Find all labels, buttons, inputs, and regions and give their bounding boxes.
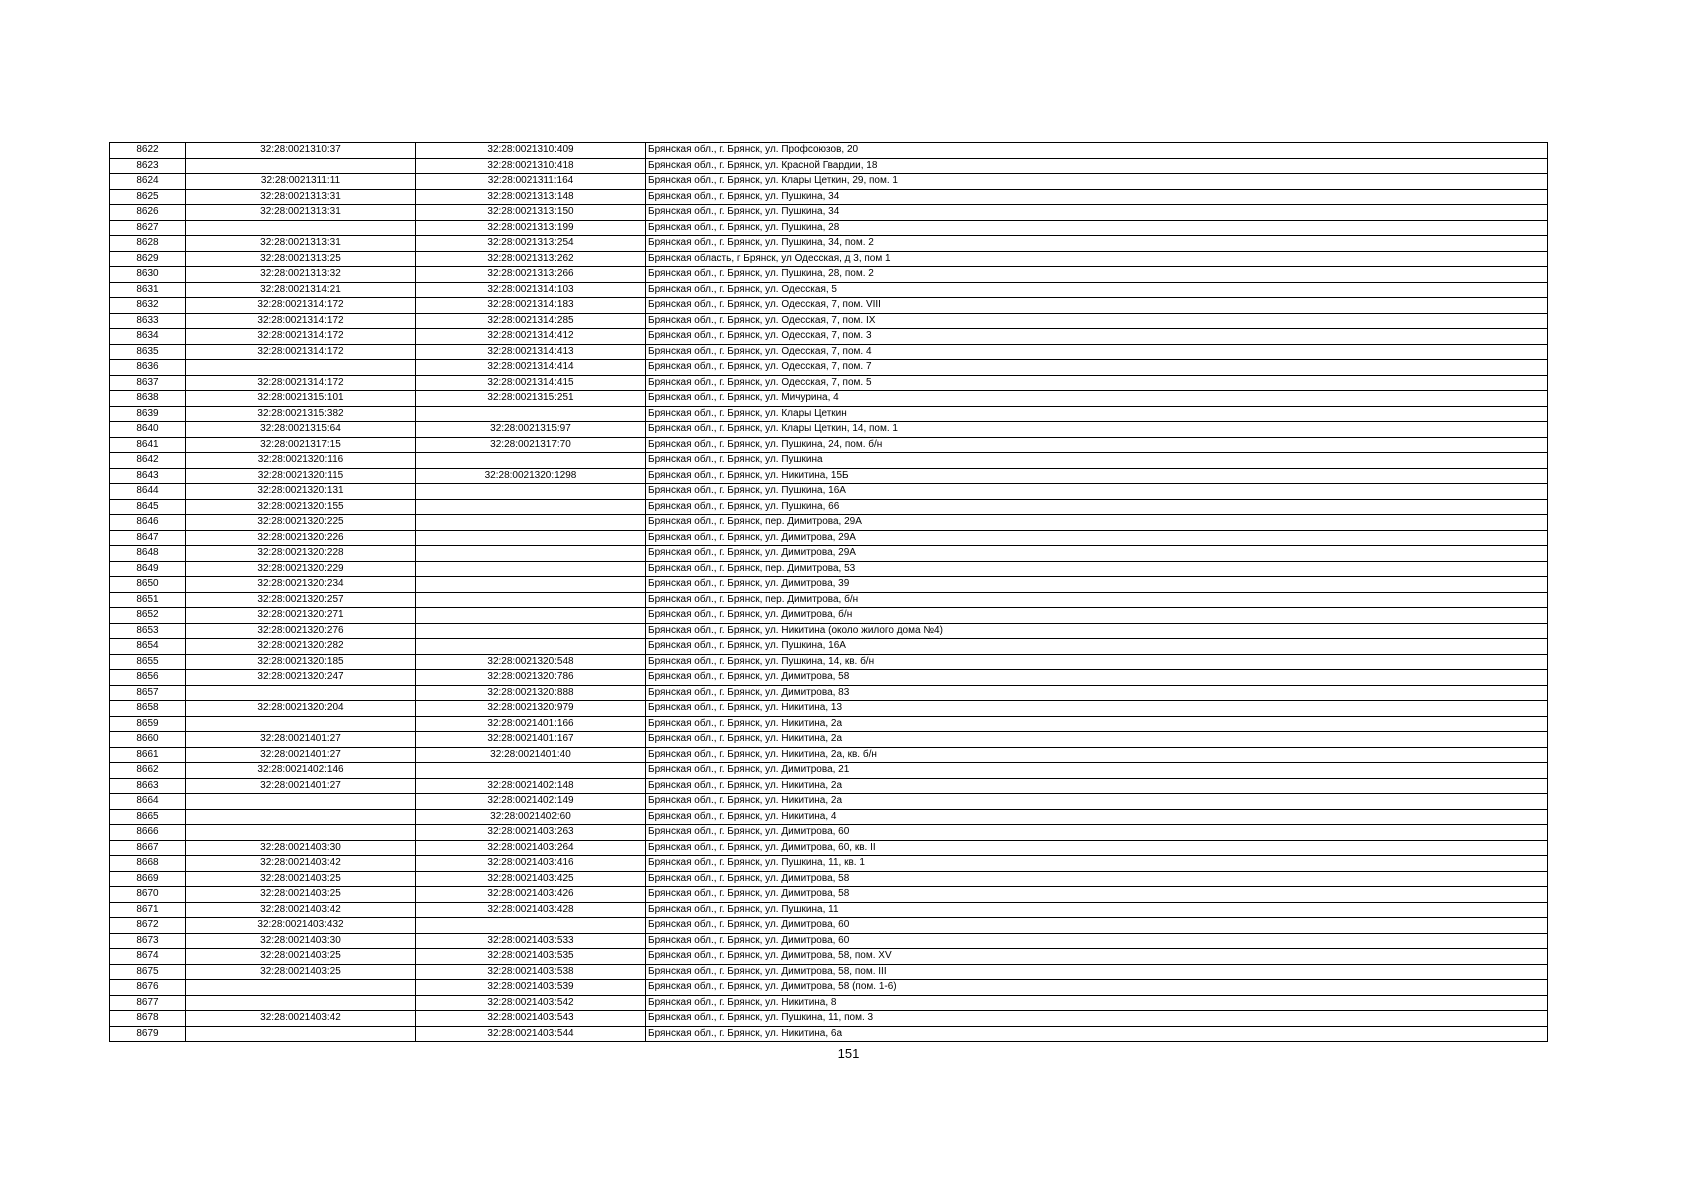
object-cadastral-number-cell: 32:28:0021314:414 (416, 360, 646, 376)
address-cell: Брянская обл., г. Брянск, ул. Пушкина, 11, пом. 3 (646, 1011, 1548, 1027)
row-number-cell: 8622 (110, 143, 186, 159)
object-cadastral-number-cell: 32:28:0021314:413 (416, 344, 646, 360)
registry-table (109, 142, 1548, 1042)
row-number-cell: 8649 (110, 561, 186, 577)
address-cell: Брянская обл., г. Брянск, ул. Димитрова, 60 (646, 918, 1548, 934)
row-number-cell: 8641 (110, 437, 186, 453)
land-cadastral-number-cell: 32:28:0021320:257 (186, 592, 416, 608)
address-cell: Брянская обл., г. Брянск, ул. Никитина, 13 (646, 701, 1548, 717)
address-cell: Брянская обл., г. Брянск, ул. Никитина, 6а (646, 1026, 1548, 1042)
land-cadastral-number-cell (186, 685, 416, 701)
address-cell: Брянская обл., г. Брянск, ул. Никитина, 2а (646, 716, 1548, 732)
land-cadastral-number-cell: 32:28:0021403:25 (186, 887, 416, 903)
object-cadastral-number-cell (416, 530, 646, 546)
row-number-cell: 8633 (110, 313, 186, 329)
land-cadastral-number-cell: 32:28:0021314:172 (186, 298, 416, 314)
table-body (110, 143, 1548, 1042)
row-number-cell: 8643 (110, 468, 186, 484)
object-cadastral-number-cell: 32:28:0021403:416 (416, 856, 646, 872)
address-cell: Брянская обл., г. Брянск, ул. Димитрова, 29А (646, 530, 1548, 546)
land-cadastral-number-cell: 32:28:0021320:228 (186, 546, 416, 562)
address-cell: Брянская обл., г. Брянск, ул. Димитрова, 29А (646, 546, 1548, 562)
row-number-cell: 8665 (110, 809, 186, 825)
object-cadastral-number-cell: 32:28:0021403:539 (416, 980, 646, 996)
row-number-cell: 8655 (110, 654, 186, 670)
land-cadastral-number-cell: 32:28:0021320:271 (186, 608, 416, 624)
object-cadastral-number-cell: 32:28:0021403:533 (416, 933, 646, 949)
object-cadastral-number-cell: 32:28:0021313:150 (416, 205, 646, 221)
table-row (110, 174, 1548, 190)
row-number-cell: 8661 (110, 747, 186, 763)
address-cell: Брянская обл., г. Брянск, ул. Пушкина, 28, пом. 2 (646, 267, 1548, 283)
table-row (110, 809, 1548, 825)
row-number-cell: 8636 (110, 360, 186, 376)
row-number-cell: 8658 (110, 701, 186, 717)
row-number-cell: 8672 (110, 918, 186, 934)
row-number-cell: 8679 (110, 1026, 186, 1042)
address-cell: Брянская обл., г. Брянск, ул. Одесская, 5 (646, 282, 1548, 298)
land-cadastral-number-cell: 32:28:0021403:30 (186, 840, 416, 856)
table-row (110, 825, 1548, 841)
table-row (110, 360, 1548, 376)
object-cadastral-number-cell: 32:28:0021403:263 (416, 825, 646, 841)
land-cadastral-number-cell: 32:28:0021403:42 (186, 902, 416, 918)
land-cadastral-number-cell (186, 360, 416, 376)
table-row (110, 794, 1548, 810)
row-number-cell: 8624 (110, 174, 186, 190)
object-cadastral-number-cell: 32:28:0021314:415 (416, 375, 646, 391)
table-row (110, 468, 1548, 484)
land-cadastral-number-cell: 32:28:0021314:172 (186, 313, 416, 329)
address-cell: Брянская обл., г. Брянск, ул. Клары Цеткин, 29, пом. 1 (646, 174, 1548, 190)
row-number-cell: 8623 (110, 158, 186, 174)
land-cadastral-number-cell: 32:28:0021320:225 (186, 515, 416, 531)
land-cadastral-number-cell: 32:28:0021314:172 (186, 344, 416, 360)
object-cadastral-number-cell (416, 484, 646, 500)
table-row (110, 406, 1548, 422)
land-cadastral-number-cell: 32:28:0021313:25 (186, 251, 416, 267)
table-row (110, 577, 1548, 593)
address-cell: Брянская обл., г. Брянск, ул. Димитрова, 58 (пом. 1-6) (646, 980, 1548, 996)
land-cadastral-number-cell: 32:28:0021313:31 (186, 236, 416, 252)
object-cadastral-number-cell: 32:28:0021314:103 (416, 282, 646, 298)
table-row (110, 546, 1548, 562)
row-number-cell: 8671 (110, 902, 186, 918)
table-row (110, 530, 1548, 546)
address-cell: Брянская обл., г. Брянск, ул. Пушкина, 24, пом. б/н (646, 437, 1548, 453)
table-row (110, 375, 1548, 391)
land-cadastral-number-cell: 32:28:0021315:64 (186, 422, 416, 438)
object-cadastral-number-cell: 32:28:0021314:183 (416, 298, 646, 314)
row-number-cell: 8632 (110, 298, 186, 314)
row-number-cell: 8667 (110, 840, 186, 856)
land-cadastral-number-cell: 32:28:0021403:25 (186, 964, 416, 980)
land-cadastral-number-cell: 32:28:0021313:31 (186, 189, 416, 205)
row-number-cell: 8668 (110, 856, 186, 872)
row-number-cell: 8651 (110, 592, 186, 608)
object-cadastral-number-cell: 32:28:0021403:264 (416, 840, 646, 856)
land-cadastral-number-cell: 32:28:0021315:101 (186, 391, 416, 407)
table-row (110, 654, 1548, 670)
land-cadastral-number-cell: 32:28:0021313:32 (186, 267, 416, 283)
table-row (110, 422, 1548, 438)
table-row (110, 1011, 1548, 1027)
row-number-cell: 8666 (110, 825, 186, 841)
address-cell: Брянская обл., г. Брянск, ул. Димитрова, 39 (646, 577, 1548, 593)
table-row (110, 732, 1548, 748)
row-number-cell: 8669 (110, 871, 186, 887)
object-cadastral-number-cell: 32:28:0021403:538 (416, 964, 646, 980)
land-cadastral-number-cell (186, 980, 416, 996)
row-number-cell: 8637 (110, 375, 186, 391)
row-number-cell: 8646 (110, 515, 186, 531)
object-cadastral-number-cell: 32:28:0021402:60 (416, 809, 646, 825)
table-row (110, 716, 1548, 732)
land-cadastral-number-cell (186, 716, 416, 732)
table-row (110, 267, 1548, 283)
object-cadastral-number-cell (416, 918, 646, 934)
table-row (110, 1026, 1548, 1042)
address-cell: Брянская обл., г. Брянск, ул. Пушкина, 34 (646, 189, 1548, 205)
object-cadastral-number-cell: 32:28:0021313:254 (416, 236, 646, 252)
address-cell: Брянская обл., г. Брянск, ул. Одесская, 7, пом. 5 (646, 375, 1548, 391)
address-cell: Брянская обл., г. Брянск, ул. Никитина, 4 (646, 809, 1548, 825)
row-number-cell: 8678 (110, 1011, 186, 1027)
table-row (110, 701, 1548, 717)
table-row (110, 980, 1548, 996)
address-cell: Брянская обл., г. Брянск, ул. Никитина, 2а (646, 778, 1548, 794)
address-cell: Брянская обл., г. Брянск, ул. Димитрова, 83 (646, 685, 1548, 701)
address-cell: Брянская обл., г. Брянск, ул. Одесская, 7, пом. 4 (646, 344, 1548, 360)
address-cell: Брянская обл., г. Брянск, ул. Димитрова, 58, пом. XV (646, 949, 1548, 965)
object-cadastral-number-cell: 32:28:0021311:164 (416, 174, 646, 190)
address-cell: Брянская обл., г. Брянск, ул. Одесская, 7, пом. VIII (646, 298, 1548, 314)
row-number-cell: 8670 (110, 887, 186, 903)
table-row (110, 623, 1548, 639)
address-cell: Брянская обл., г. Брянск, ул. Пушкина (646, 453, 1548, 469)
row-number-cell: 8676 (110, 980, 186, 996)
address-cell: Брянская обл., г. Брянск, ул. Одесская, 7, пом. IX (646, 313, 1548, 329)
object-cadastral-number-cell: 32:28:0021320:1298 (416, 468, 646, 484)
table-row (110, 747, 1548, 763)
row-number-cell: 8630 (110, 267, 186, 283)
table-row (110, 236, 1548, 252)
address-cell: Брянская обл., г. Брянск, ул. Клары Цеткин, 14, пом. 1 (646, 422, 1548, 438)
address-cell: Брянская обл., г. Брянск, пер. Димитрова, 53 (646, 561, 1548, 577)
table-row (110, 763, 1548, 779)
table-row (110, 949, 1548, 965)
land-cadastral-number-cell: 32:28:0021403:25 (186, 949, 416, 965)
address-cell: Брянская обл., г. Брянск, ул. Димитрова, 58, пом. III (646, 964, 1548, 980)
object-cadastral-number-cell: 32:28:0021320:548 (416, 654, 646, 670)
land-cadastral-number-cell: 32:28:0021403:42 (186, 856, 416, 872)
object-cadastral-number-cell: 32:28:0021313:148 (416, 189, 646, 205)
row-number-cell: 8675 (110, 964, 186, 980)
row-number-cell: 8644 (110, 484, 186, 500)
table-row (110, 840, 1548, 856)
table-row (110, 205, 1548, 221)
object-cadastral-number-cell (416, 499, 646, 515)
table-row (110, 220, 1548, 236)
object-cadastral-number-cell: 32:28:0021320:888 (416, 685, 646, 701)
table-row (110, 670, 1548, 686)
object-cadastral-number-cell: 32:28:0021313:262 (416, 251, 646, 267)
row-number-cell: 8640 (110, 422, 186, 438)
row-number-cell: 8634 (110, 329, 186, 345)
row-number-cell: 8654 (110, 639, 186, 655)
land-cadastral-number-cell: 32:28:0021401:27 (186, 778, 416, 794)
land-cadastral-number-cell (186, 809, 416, 825)
table-row (110, 189, 1548, 205)
address-cell: Брянская обл., г. Брянск, ул. Пушкина, 34 (646, 205, 1548, 221)
object-cadastral-number-cell (416, 577, 646, 593)
land-cadastral-number-cell (186, 158, 416, 174)
address-cell: Брянская обл., г. Брянск, ул. Димитрова, 58 (646, 871, 1548, 887)
table-row (110, 964, 1548, 980)
address-cell: Брянская обл., г. Брянск, ул. Пушкина, 66 (646, 499, 1548, 515)
object-cadastral-number-cell (416, 608, 646, 624)
object-cadastral-number-cell: 32:28:0021315:97 (416, 422, 646, 438)
object-cadastral-number-cell: 32:28:0021310:409 (416, 143, 646, 159)
land-cadastral-number-cell: 32:28:0021314:21 (186, 282, 416, 298)
table-row (110, 778, 1548, 794)
land-cadastral-number-cell: 32:28:0021320:204 (186, 701, 416, 717)
object-cadastral-number-cell: 32:28:0021313:199 (416, 220, 646, 236)
object-cadastral-number-cell: 32:28:0021402:149 (416, 794, 646, 810)
object-cadastral-number-cell: 32:28:0021310:418 (416, 158, 646, 174)
object-cadastral-number-cell (416, 763, 646, 779)
row-number-cell: 8677 (110, 995, 186, 1011)
address-cell: Брянская обл., г. Брянск, пер. Димитрова, 29А (646, 515, 1548, 531)
table-row (110, 329, 1548, 345)
land-cadastral-number-cell (186, 825, 416, 841)
table-row (110, 344, 1548, 360)
land-cadastral-number-cell: 32:28:0021320:116 (186, 453, 416, 469)
address-cell: Брянская обл., г. Брянск, ул. Пушкина, 34, пом. 2 (646, 236, 1548, 252)
row-number-cell: 8635 (110, 344, 186, 360)
land-cadastral-number-cell (186, 1026, 416, 1042)
land-cadastral-number-cell: 32:28:0021403:30 (186, 933, 416, 949)
row-number-cell: 8647 (110, 530, 186, 546)
table-row (110, 561, 1548, 577)
object-cadastral-number-cell (416, 623, 646, 639)
address-cell: Брянская обл., г. Брянск, ул. Пушкина, 11, кв. 1 (646, 856, 1548, 872)
address-cell: Брянская обл., г. Брянск, ул. Никитина, 8 (646, 995, 1548, 1011)
object-cadastral-number-cell: 32:28:0021401:166 (416, 716, 646, 732)
table-row (110, 639, 1548, 655)
address-cell: Брянская обл., г. Брянск, ул. Пушкина, 28 (646, 220, 1548, 236)
table-row (110, 453, 1548, 469)
land-cadastral-number-cell: 32:28:0021403:42 (186, 1011, 416, 1027)
land-cadastral-number-cell: 32:28:0021401:27 (186, 732, 416, 748)
object-cadastral-number-cell: 32:28:0021320:979 (416, 701, 646, 717)
address-cell: Брянская обл., г. Брянск, ул. Димитрова, 60, кв. II (646, 840, 1548, 856)
table-row (110, 918, 1548, 934)
row-number-cell: 8656 (110, 670, 186, 686)
object-cadastral-number-cell: 32:28:0021314:412 (416, 329, 646, 345)
row-number-cell: 8673 (110, 933, 186, 949)
table-row (110, 856, 1548, 872)
object-cadastral-number-cell: 32:28:0021313:266 (416, 267, 646, 283)
table-row (110, 158, 1548, 174)
address-cell: Брянская обл., г. Брянск, ул. Димитрова, б/н (646, 608, 1548, 624)
address-cell: Брянская обл., г. Брянск, ул. Красной Гвардии, 18 (646, 158, 1548, 174)
table-row (110, 887, 1548, 903)
object-cadastral-number-cell: 32:28:0021403:425 (416, 871, 646, 887)
table-row (110, 592, 1548, 608)
row-number-cell: 8650 (110, 577, 186, 593)
land-cadastral-number-cell: 32:28:0021313:31 (186, 205, 416, 221)
object-cadastral-number-cell: 32:28:0021403:426 (416, 887, 646, 903)
table-row (110, 484, 1548, 500)
address-cell: Брянская обл., г. Брянск, ул. Никитина, 2а, кв. б/н (646, 747, 1548, 763)
row-number-cell: 8664 (110, 794, 186, 810)
land-cadastral-number-cell: 32:28:0021402:146 (186, 763, 416, 779)
address-cell: Брянская обл., г. Брянск, ул. Профсоюзов, 20 (646, 143, 1548, 159)
object-cadastral-number-cell: 32:28:0021320:786 (416, 670, 646, 686)
address-cell: Брянская обл., г. Брянск, ул. Клары Цеткин (646, 406, 1548, 422)
address-cell: Брянская обл., г. Брянск, ул. Мичурина, 4 (646, 391, 1548, 407)
table-row (110, 499, 1548, 515)
row-number-cell: 8639 (110, 406, 186, 422)
object-cadastral-number-cell: 32:28:0021403:428 (416, 902, 646, 918)
land-cadastral-number-cell: 32:28:0021320:234 (186, 577, 416, 593)
land-cadastral-number-cell: 32:28:0021320:226 (186, 530, 416, 546)
table-row (110, 437, 1548, 453)
land-cadastral-number-cell (186, 995, 416, 1011)
table-row (110, 933, 1548, 949)
object-cadastral-number-cell (416, 406, 646, 422)
row-number-cell: 8638 (110, 391, 186, 407)
land-cadastral-number-cell: 32:28:0021310:37 (186, 143, 416, 159)
object-cadastral-number-cell (416, 561, 646, 577)
land-cadastral-number-cell: 32:28:0021320:229 (186, 561, 416, 577)
object-cadastral-number-cell: 32:28:0021317:70 (416, 437, 646, 453)
land-cadastral-number-cell: 32:28:0021315:382 (186, 406, 416, 422)
row-number-cell: 8642 (110, 453, 186, 469)
address-cell: Брянская обл., г. Брянск, ул. Никитина, 15Б (646, 468, 1548, 484)
object-cadastral-number-cell: 32:28:0021403:535 (416, 949, 646, 965)
object-cadastral-number-cell: 32:28:0021315:251 (416, 391, 646, 407)
row-number-cell: 8626 (110, 205, 186, 221)
address-cell: Брянская обл., г. Брянск, ул. Одесская, 7, пом. 7 (646, 360, 1548, 376)
object-cadastral-number-cell: 32:28:0021314:285 (416, 313, 646, 329)
object-cadastral-number-cell (416, 453, 646, 469)
land-cadastral-number-cell: 32:28:0021314:172 (186, 375, 416, 391)
land-cadastral-number-cell: 32:28:0021317:15 (186, 437, 416, 453)
page-number: 151 (837, 1046, 860, 1061)
object-cadastral-number-cell (416, 592, 646, 608)
object-cadastral-number-cell (416, 515, 646, 531)
row-number-cell: 8627 (110, 220, 186, 236)
row-number-cell: 8660 (110, 732, 186, 748)
land-cadastral-number-cell: 32:28:0021311:11 (186, 174, 416, 190)
address-cell: Брянская обл., г. Брянск, ул. Пушкина, 16А (646, 484, 1548, 500)
table-row (110, 143, 1548, 159)
land-cadastral-number-cell (186, 794, 416, 810)
table-row (110, 685, 1548, 701)
address-cell: Брянская обл., г. Брянск, ул. Никитина (около жилого дома №4) (646, 623, 1548, 639)
table-row (110, 515, 1548, 531)
row-number-cell: 8662 (110, 763, 186, 779)
address-cell: Брянская обл., г. Брянск, ул. Никитина, 2а (646, 794, 1548, 810)
object-cadastral-number-cell: 32:28:0021403:542 (416, 995, 646, 1011)
address-cell: Брянская обл., г. Брянск, ул. Димитрова, 60 (646, 825, 1548, 841)
address-cell: Брянская обл., г. Брянск, ул. Никитина, 2а (646, 732, 1548, 748)
row-number-cell: 8631 (110, 282, 186, 298)
object-cadastral-number-cell (416, 546, 646, 562)
table-row (110, 608, 1548, 624)
table-row (110, 282, 1548, 298)
object-cadastral-number-cell: 32:28:0021403:543 (416, 1011, 646, 1027)
land-cadastral-number-cell: 32:28:0021401:27 (186, 747, 416, 763)
object-cadastral-number-cell (416, 639, 646, 655)
row-number-cell: 8653 (110, 623, 186, 639)
row-number-cell: 8652 (110, 608, 186, 624)
table-row (110, 902, 1548, 918)
land-cadastral-number-cell: 32:28:0021320:282 (186, 639, 416, 655)
address-cell: Брянская обл., г. Брянск, пер. Димитрова, б/н (646, 592, 1548, 608)
table-row (110, 298, 1548, 314)
row-number-cell: 8625 (110, 189, 186, 205)
table-row (110, 313, 1548, 329)
address-cell: Брянская обл., г. Брянск, ул. Пушкина, 14, кв. б/н (646, 654, 1548, 670)
address-cell: Брянская обл., г. Брянск, ул. Димитрова, 21 (646, 763, 1548, 779)
row-number-cell: 8648 (110, 546, 186, 562)
land-cadastral-number-cell: 32:28:0021320:276 (186, 623, 416, 639)
object-cadastral-number-cell: 32:28:0021403:544 (416, 1026, 646, 1042)
land-cadastral-number-cell (186, 220, 416, 236)
address-cell: Брянская обл., г. Брянск, ул. Димитрова, 60 (646, 933, 1548, 949)
row-number-cell: 8645 (110, 499, 186, 515)
address-cell: Брянская обл., г. Брянск, ул. Димитрова, 58 (646, 887, 1548, 903)
table-row (110, 251, 1548, 267)
object-cadastral-number-cell: 32:28:0021401:40 (416, 747, 646, 763)
address-cell: Брянская область, г Брянск, ул Одесская, д 3, пом 1 (646, 251, 1548, 267)
land-cadastral-number-cell: 32:28:0021403:25 (186, 871, 416, 887)
land-cadastral-number-cell: 32:28:0021403:432 (186, 918, 416, 934)
address-cell: Брянская обл., г. Брянск, ул. Димитрова, 58 (646, 670, 1548, 686)
land-cadastral-number-cell: 32:28:0021320:185 (186, 654, 416, 670)
row-number-cell: 8629 (110, 251, 186, 267)
table-row (110, 871, 1548, 887)
table-row (110, 391, 1548, 407)
object-cadastral-number-cell: 32:28:0021401:167 (416, 732, 646, 748)
address-cell: Брянская обл., г. Брянск, ул. Одесская, 7, пом. 3 (646, 329, 1548, 345)
address-cell: Брянская обл., г. Брянск, ул. Пушкина, 16А (646, 639, 1548, 655)
land-cadastral-number-cell: 32:28:0021320:131 (186, 484, 416, 500)
land-cadastral-number-cell: 32:28:0021320:247 (186, 670, 416, 686)
land-cadastral-number-cell: 32:28:0021320:155 (186, 499, 416, 515)
row-number-cell: 8657 (110, 685, 186, 701)
row-number-cell: 8659 (110, 716, 186, 732)
land-cadastral-number-cell: 32:28:0021320:115 (186, 468, 416, 484)
land-cadastral-number-cell: 32:28:0021314:172 (186, 329, 416, 345)
table-row (110, 995, 1548, 1011)
address-cell: Брянская обл., г. Брянск, ул. Пушкина, 11 (646, 902, 1548, 918)
object-cadastral-number-cell: 32:28:0021402:148 (416, 778, 646, 794)
row-number-cell: 8628 (110, 236, 186, 252)
row-number-cell: 8663 (110, 778, 186, 794)
row-number-cell: 8674 (110, 949, 186, 965)
